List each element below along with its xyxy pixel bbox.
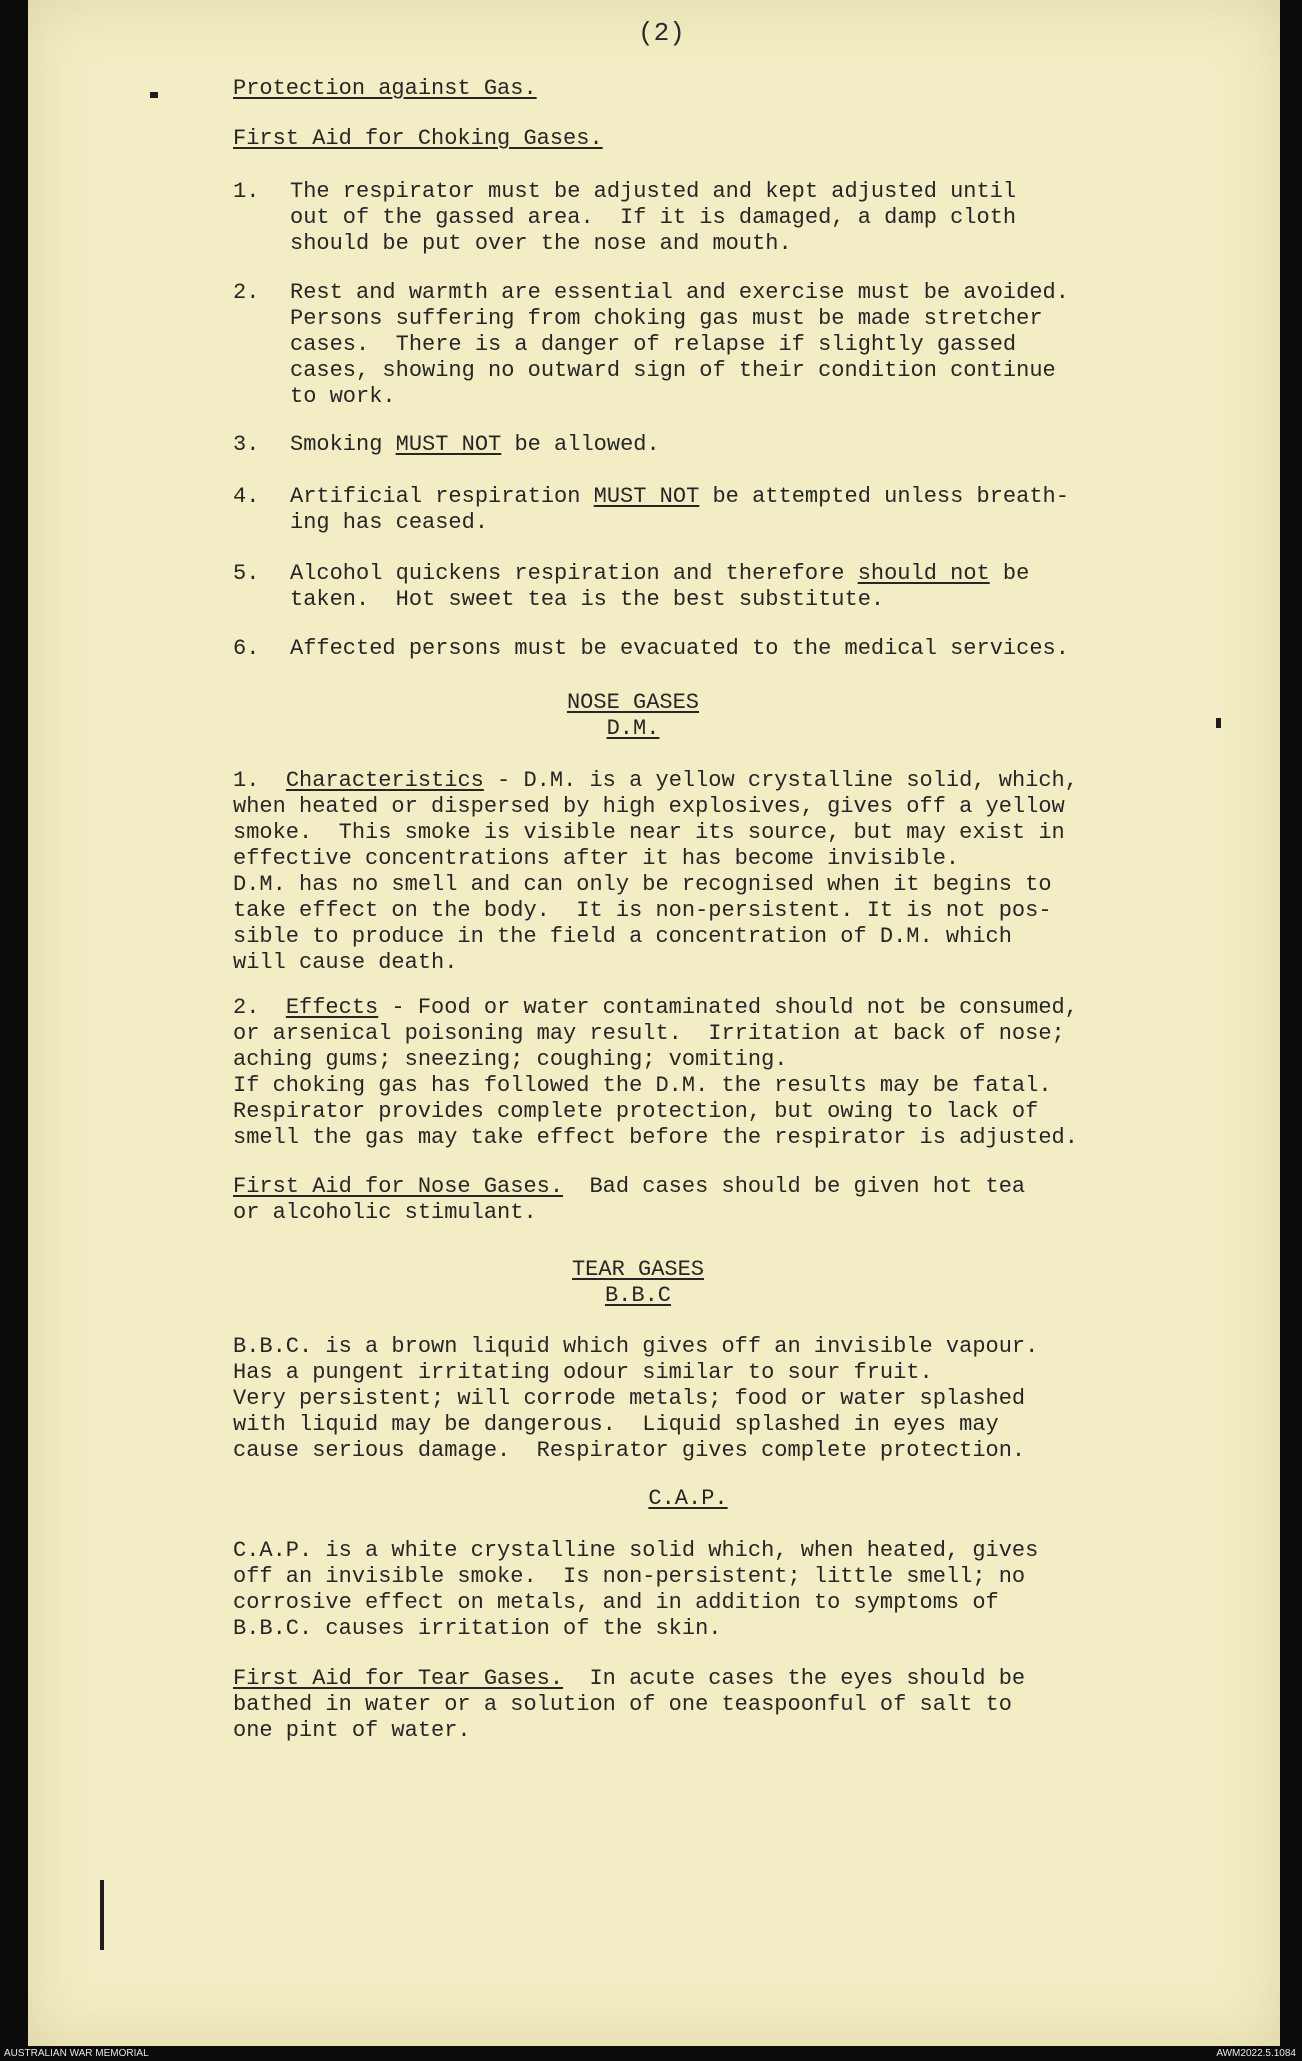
nose-gases-heading: NOSE GASES [566,690,700,715]
choking-item-2-number: 2. [233,280,260,305]
tear-gases-first-aid [233,1666,1025,1744]
cap-heading: C.A.P. [648,1486,728,1511]
nose-gases-first-aid [233,1174,1025,1226]
choking-item-3-emphasis: MUST NOT [395,432,502,457]
dm-effects-label: Effects [285,995,379,1020]
choking-item-4-post: be attempted unless breath- ing has ceased. [290,484,1069,535]
dm-characteristics-number: 1. [233,768,260,793]
choking-item-4-pre: Artificial respiration [290,484,594,509]
punch-mark [150,92,158,98]
choking-item-3-pre: Smoking [290,432,396,457]
choking-gases-heading: First Aid for Choking Gases. [233,126,603,151]
bbc-description: B.B.C. is a brown liquid which gives off an invisible vapour. Has a pungent irritating odour similar to sour fruit. Very persistent; will corrode metals; food or water splashed with liquid may be dangerous. Liquid splashed in eyes may cause serious damage. Respirator gives complete protection. [233,1334,1039,1463]
archive-reference: AWM2022.5.1084 [1216,2048,1296,2059]
nose-gases-first-aid-text: Bad cases should be given hot tea or alcoholic stimulant. [233,1174,1026,1225]
archive-footer [0,2046,1302,2061]
document-page [28,0,1280,2046]
choking-item-6-text: Affected persons must be evacuated to the medical services. [290,636,1069,661]
page-number: (2) [638,18,685,48]
archive-name: AUSTRALIAN WAR MEMORIAL [4,2048,149,2059]
choking-item-5-pre: Alcohol quickens respiration and therefore [290,561,858,586]
tear-gases-first-aid-label: First Aid for Tear Gases. [233,1666,564,1691]
nose-gases-first-aid-label: First Aid for Nose Gases. [233,1174,564,1199]
choking-item-6-number: 6. [233,636,260,661]
dm-characteristics [233,768,1078,976]
choking-item-5-emphasis: should not [857,561,990,586]
bbc-subheading: B.B.C [604,1283,671,1308]
document-title: Protection against Gas. [233,76,537,101]
dm-characteristics-text: - D.M. is a yellow crystalline solid, which, when heated or dispersed by high explosives, gives off a yellow smoke. This smoke is visible near its source, but may exist in effective concentrations after it has become invisible. D.M. has no smell and can only be recognised when it begins to take effect on the body. It is non-persistent. It is not pos- sible to produce in the field a concentration of D.M. which will cause death. [233,768,1078,975]
choking-item-4-number: 4. [233,484,260,509]
choking-item-3-number: 3. [233,432,260,457]
tear-gases-first-aid-text: In acute cases the eyes should be bathed in water or a solution of one teaspoonful of salt to one pint of water. [233,1666,1026,1743]
dm-subheading: D.M. [606,716,660,741]
cap-description: C.A.P. is a white crystalline solid which, when heated, gives off an invisible smoke. Is non-persistent; little smell; no corrosive effect on metals, and in addition to symptoms of B.B.C. causes irritation of the skin. [233,1538,1039,1641]
binding-mark [100,1880,104,1950]
choking-item-1-number: 1. [233,179,260,204]
dm-effects-text: - Food or water contaminated should not be consumed, or arsenical poisoning may result. Irritation at back of nose; aching gums; sneezing; coughing; vomiting. If choking gas has followed the D.M. the results may be fatal. Respirator provides complete protection, but owing to lack of smell the gas may take effect before the respirator is adjusted. [233,995,1078,1150]
choking-item-4-emphasis: MUST NOT [593,484,700,509]
choking-item-4-text [290,484,1069,536]
choking-item-5-post: be taken. Hot sweet tea is the best substitute. [290,561,1030,612]
choking-item-5-number: 5. [233,561,260,586]
choking-item-2-text: Rest and warmth are essential and exercise must be avoided. Persons suffering from choking gas must be made stretcher cases. There is a danger of relapse if slightly gassed cases, showing no outward sign of their condition continue to work. [290,280,1069,409]
tear-gases-heading: TEAR GASES [571,1257,705,1282]
choking-item-1-text: The respirator must be adjusted and kept adjusted until out of the gassed area. If it is damaged, a damp cloth should be put over the nose and mouth. [290,179,1017,256]
choking-item-3-text [290,432,660,458]
choking-item-3-post: be allowed. [501,432,660,457]
dm-characteristics-label: Characteristics [285,768,484,793]
dm-effects [233,995,1078,1151]
choking-item-5-text [290,561,1029,613]
edge-mark [1216,718,1221,728]
dm-effects-number: 2. [233,995,260,1020]
